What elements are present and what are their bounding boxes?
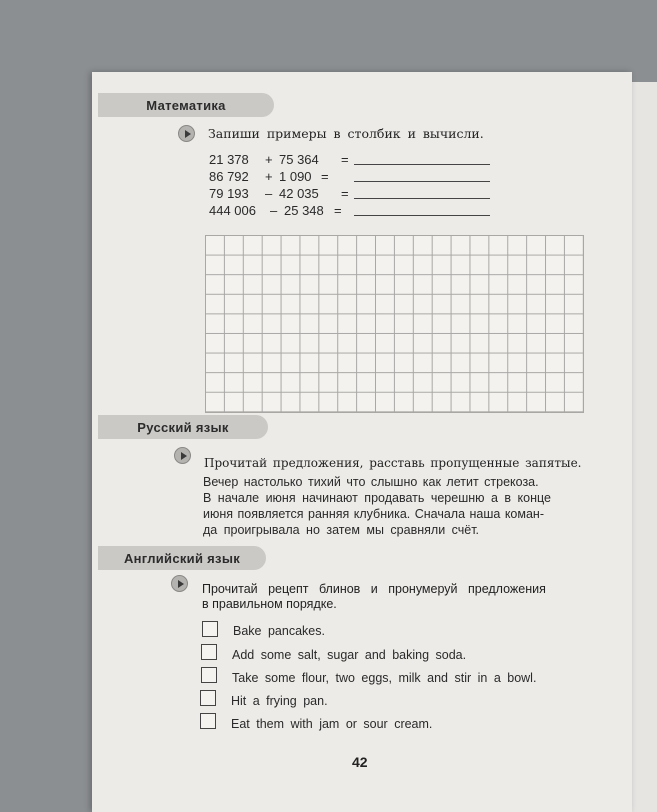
order-checkbox[interactable] bbox=[201, 667, 217, 683]
operator: + bbox=[265, 169, 273, 184]
order-checkbox[interactable] bbox=[201, 644, 217, 660]
order-checkbox[interactable] bbox=[202, 621, 218, 637]
russian-instruction: Прочитай предложения, расставь пропущенные запятые. bbox=[204, 456, 582, 470]
answer-line bbox=[354, 181, 490, 182]
workbook-page bbox=[92, 72, 632, 812]
instruction-line: Прочитай рецепт блинов и пронумеруй предложения bbox=[202, 582, 546, 596]
graph-paper-grid[interactable] bbox=[205, 235, 584, 413]
operand-a: 79 193 bbox=[209, 186, 249, 201]
section-header-english bbox=[98, 546, 266, 570]
equals-sign: = bbox=[334, 203, 342, 218]
answer-line bbox=[354, 198, 490, 199]
text-line: В начале июня начинают продавать черешню а в конце bbox=[203, 491, 551, 505]
recipe-step: Eat them with jam or sour cream. bbox=[231, 717, 433, 731]
play-icon bbox=[171, 575, 188, 592]
order-checkbox[interactable] bbox=[200, 713, 216, 729]
russian-exercise-text bbox=[203, 474, 588, 538]
operator: – bbox=[270, 203, 278, 218]
english-instruction bbox=[202, 582, 546, 612]
operator: + bbox=[265, 152, 273, 167]
page-number: 42 bbox=[352, 754, 368, 770]
adjacent-page bbox=[628, 82, 657, 812]
order-checkbox[interactable] bbox=[200, 690, 216, 706]
section-title-math: Математика bbox=[146, 97, 226, 113]
equals-sign: = bbox=[341, 152, 349, 167]
operand-b: 75 364 bbox=[279, 152, 319, 167]
equals-sign: = bbox=[321, 169, 329, 184]
recipe-step: Hit a frying pan. bbox=[231, 694, 328, 708]
instruction-line: в правильном порядке. bbox=[202, 597, 337, 611]
operand-b: 1 090 bbox=[279, 169, 312, 184]
section-title-english: Английский язык bbox=[123, 550, 241, 566]
recipe-step: Bake pancakes. bbox=[233, 624, 325, 638]
operand-a: 86 792 bbox=[209, 169, 249, 184]
play-icon bbox=[174, 447, 191, 464]
text-line: Вечер настолько тихий что слышно как летит стрекоза. bbox=[203, 475, 539, 489]
text-line: да проигрывала но затем мы сравняли счёт. bbox=[203, 523, 480, 537]
text-line: июня появляется ранняя клубника. Сначала наша коман- bbox=[203, 507, 544, 521]
answer-line bbox=[354, 164, 490, 165]
operand-a: 21 378 bbox=[209, 152, 249, 167]
equals-sign: = bbox=[341, 186, 349, 201]
section-title-russian: Русский язык bbox=[137, 419, 229, 435]
answer-line bbox=[354, 215, 490, 216]
recipe-step: Take some flour, two eggs, milk and stir in a bowl. bbox=[232, 671, 537, 685]
operand-b: 25 348 bbox=[284, 203, 324, 218]
play-icon bbox=[178, 125, 195, 142]
section-header-math bbox=[98, 93, 274, 117]
operand-b: 42 035 bbox=[279, 186, 319, 201]
recipe-step: Add some salt, sugar and baking soda. bbox=[232, 648, 467, 662]
operand-a: 444 006 bbox=[209, 203, 256, 218]
math-instruction: Запиши примеры в столбик и вычисли. bbox=[208, 126, 484, 141]
section-header-russian bbox=[98, 415, 268, 439]
operator: – bbox=[265, 186, 273, 201]
